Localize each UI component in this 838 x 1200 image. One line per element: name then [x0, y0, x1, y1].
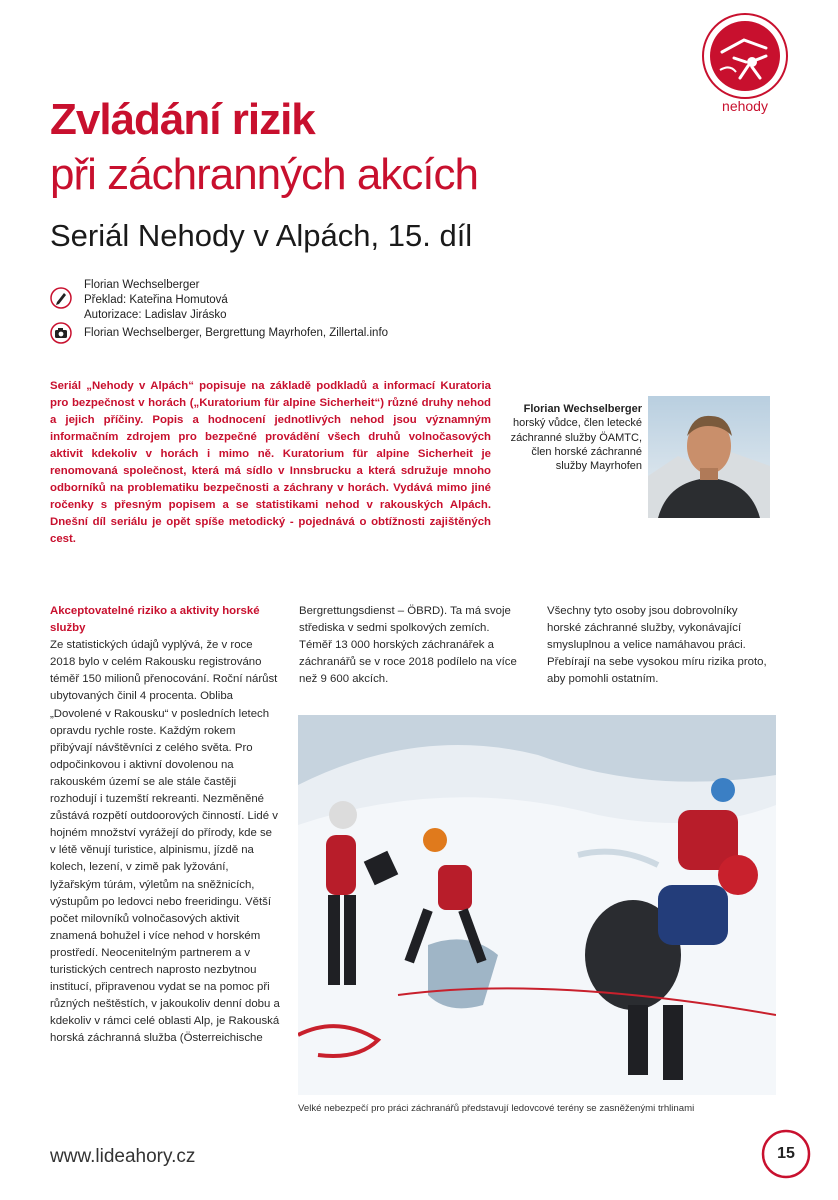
author-bio: horský vůdce, člen letecké záchranné služby ÖAMTC, člen horské záchranné služby Mayrhofen: [510, 417, 642, 473]
body-column-1: [50, 603, 280, 1047]
author-box: [508, 392, 768, 518]
body-column-3: Všechny tyto osoby jsou dobrovolníky horské záchranné služby, vykonávající smysluplnou a velice namáhavou práci. Přebírají na sebe vysokou míru rizika proto, aby pomohli ostatním.: [547, 605, 767, 686]
body-text-col1: Ze statistických údajů vyplývá, že v roce 2018 bylo v celém Rakousku registrováno téměř 150 milionů přenocování. Roční nárůst ubytovaných činil 4 procenta. Obliba „Dovolené v Rakousku“ v posledních letech opravdu rychle roste. Každým rokem přibývají návštěvníci z celého světa. Pro odpočinkovou i aktivní dovolenou na rakouském území se ale stále častěji rozhodují i tuzemští rekreanti. Nezměněné zůstává rozpětí outdoorových činností. Lidé v hojném množství vyrážejí do přírody, kde se v létě věnují turistice, alpinismu, jízdě na kolech, lezení, v zimě pak lyžování, lyžařským túrám, výletům na sněžnicích, výstupům po ledovci nebo freeridingu. Větší počet milovníků volnočasových aktivit znamená bohužel i více nehod v horském prostředí. Neocenitelným partnerem a v turistických centrech naprosto nezbytnou institucí, připravenou vydat se na pomoc při různých neštěstích, v jakoukoliv denní dobu a kdekoliv v rámci celé oblasti Alp, je Rakouská horská záchranná služba (Österreichische: [50, 639, 280, 1045]
footer-website-link[interactable]: www.lideahory.cz: [50, 1146, 196, 1167]
credits-block: [84, 278, 228, 323]
page-number-badge: [760, 1128, 812, 1180]
body-column-2: Bergrettungsdienst – ÖBRD). Ta má svoje střediska v sedmi spolkových zemích. Téměř 13 000 horských záchranářek a záchranářů se v roce 2018 podílelo na více než 9 600 akcích.: [299, 605, 517, 686]
photo-caption: Velké nebezpečí pro práci záchranářů představují ledovcové terény se zasněženými trhlinami: [298, 1103, 695, 1114]
section-heading: Akceptovatelné riziko a aktivity horské služby: [50, 605, 260, 635]
pen-icon: [50, 287, 72, 309]
page-number: 15: [777, 1145, 795, 1162]
credit-translation: Překlad: Kateřina Homutová: [84, 294, 228, 306]
author-name: Florian Wechselberger: [523, 403, 642, 415]
credit-authorization: Autorizace: Ladislav Jirásko: [84, 309, 227, 321]
intro-text: Seriál „Nehody v Alpách“ popisuje na základě podkladů a informací Kuratoria pro bezpečnost v horách („Kuratorium für alpine Sicherheit“) různé druhy nehod a jejich příčiny. Popis a hodnocení jednotlivých nehod jsou významným informačním zdrojem pro bezpečné provádění všech druhů volnočasových aktivit kdekoliv v horách i mimo ně. Kuratorium für alpine Sicherheit je renomovaná společnost, která má sídlo v Innsbrucku a která sdružuje mnoho odborníků na problematiku bezpečnosti a záchrany v horách. Vydává mimo jiné ročenky s přesným popisem a se statistikami nehod v rakouských Alpách. Dnešní díl seriálu je opět spíše metodický - pojednává o obtížnosti zajištěných cest.: [50, 380, 491, 545]
falling-climber-icon: [700, 12, 790, 100]
credit-author: Florian Wechselberger: [84, 279, 200, 291]
section-label: nehody: [722, 98, 768, 114]
author-portrait: [648, 396, 770, 518]
section-badge: [700, 12, 790, 120]
article-title-line-2: při záchranných akcích: [50, 150, 478, 199]
author-text: [508, 402, 642, 473]
credit-photo: Florian Wechselberger, Bergrettung Mayrhofen, Zillertal.info: [84, 327, 389, 339]
rescue-photo: [298, 715, 776, 1095]
article-title: Zvládání rizik: [50, 95, 315, 144]
article-subtitle: Seriál Nehody v Alpách, 15. díl: [50, 218, 473, 253]
camera-icon: [50, 322, 72, 344]
